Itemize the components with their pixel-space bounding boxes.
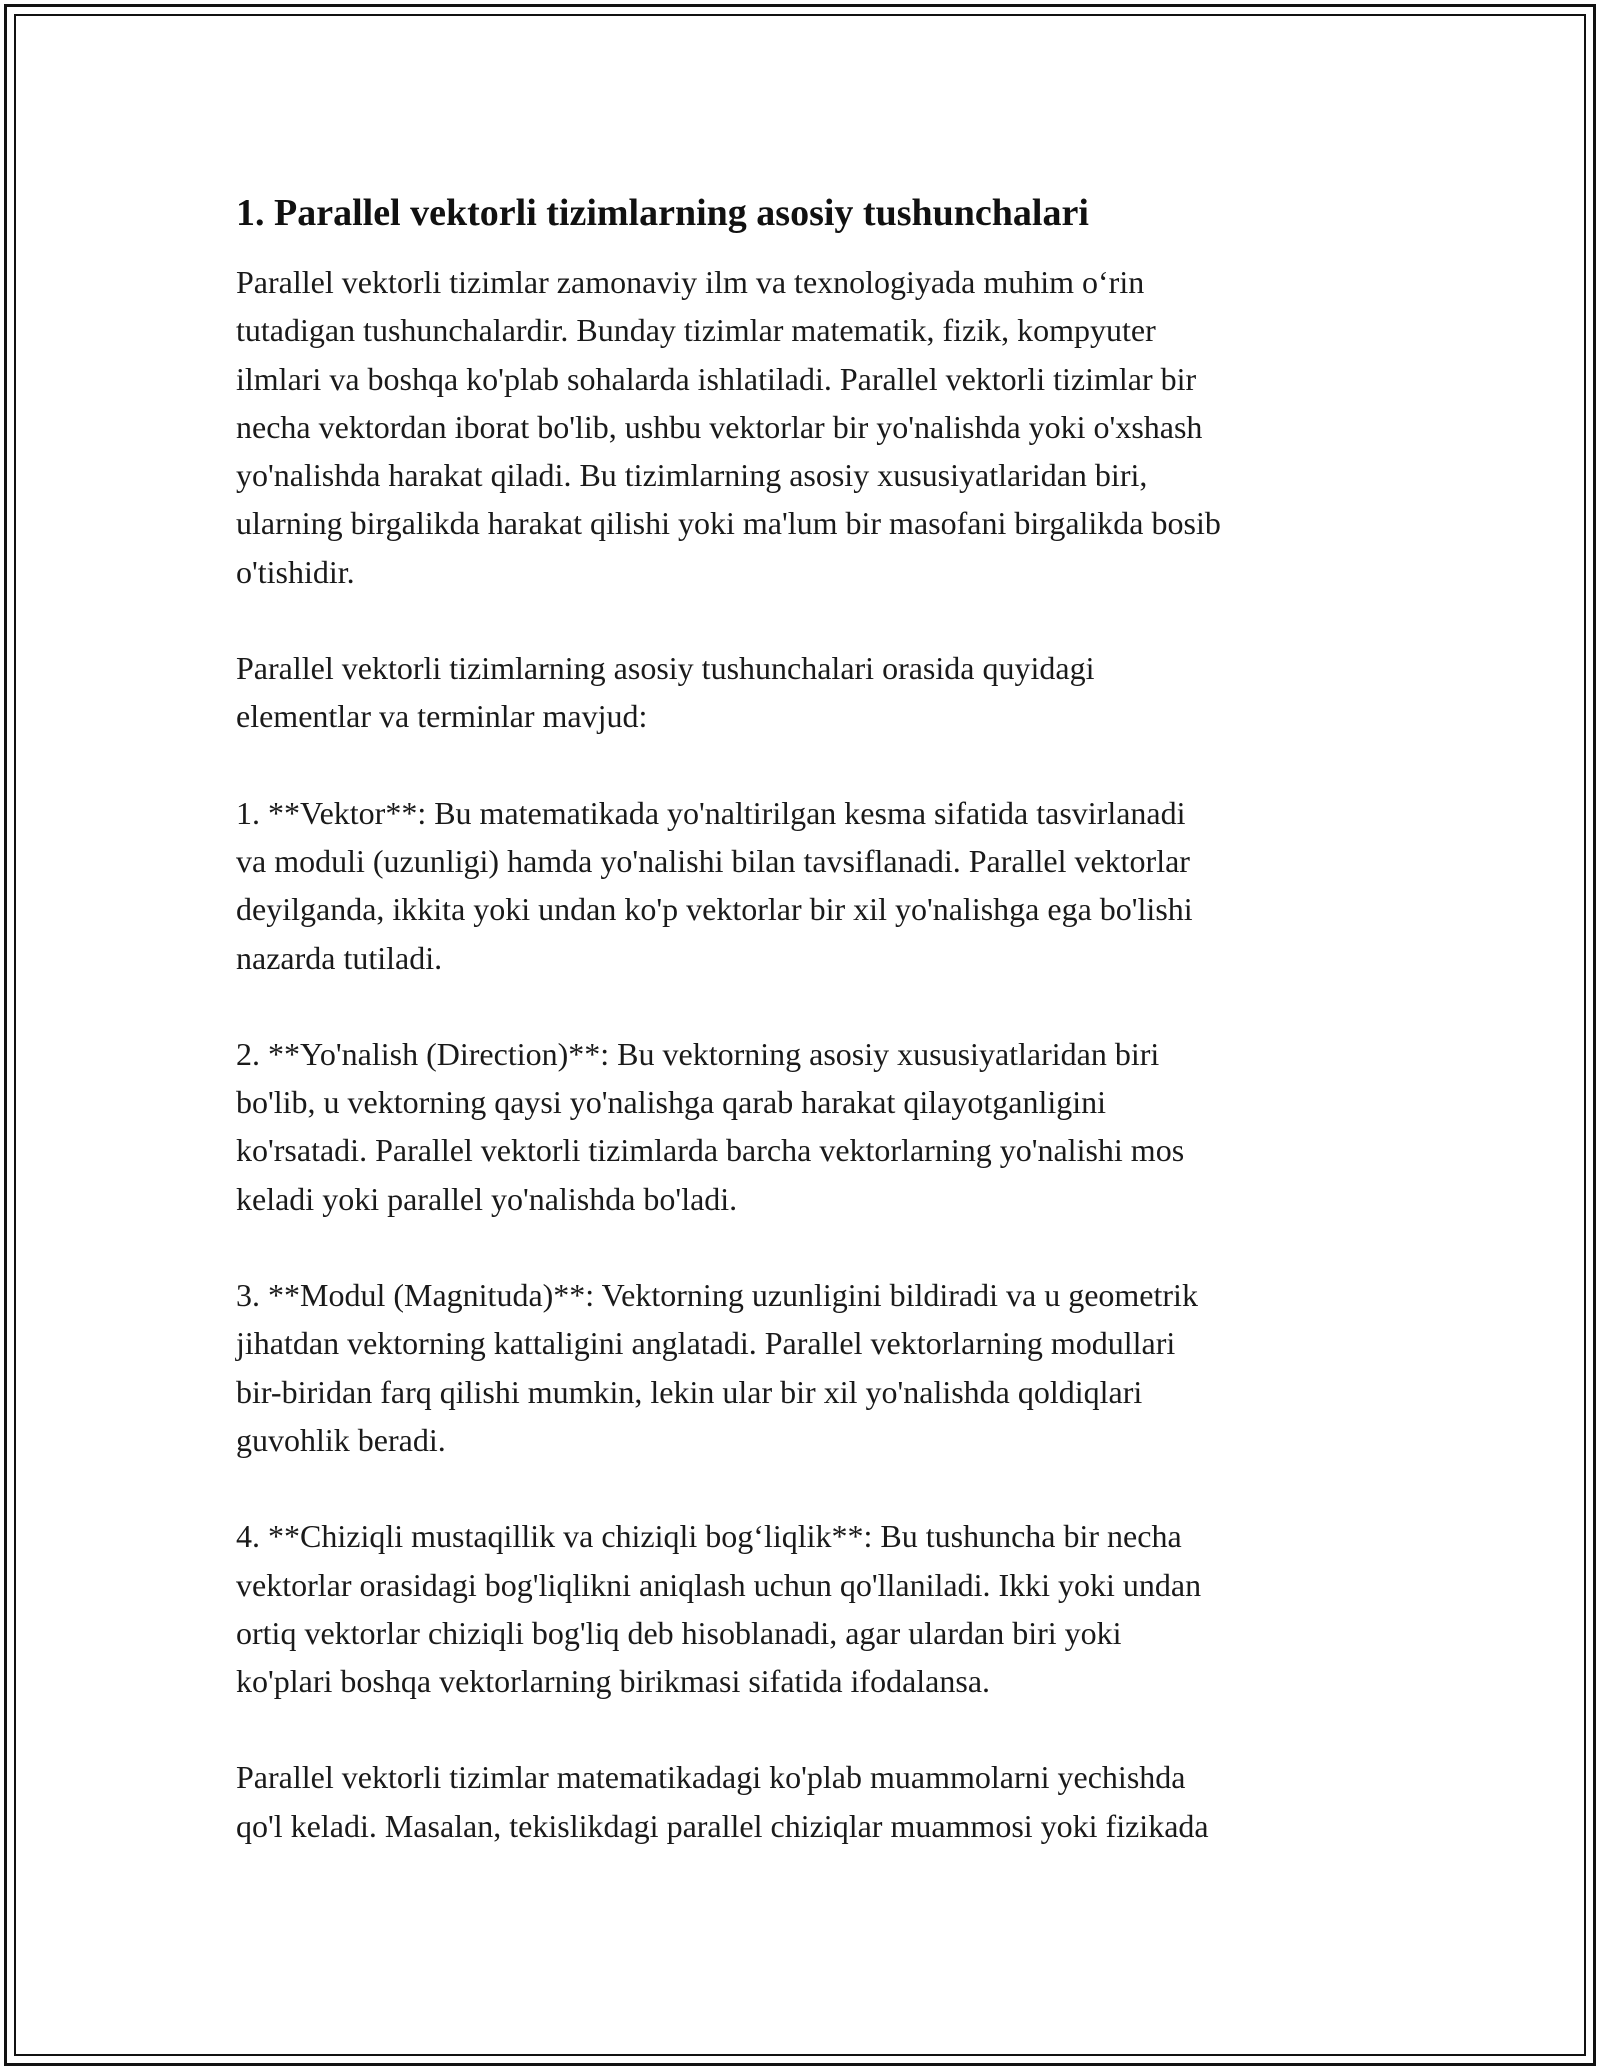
section-heading: 1. Parallel vektorli tizimlarning asosiy tushunchalari xyxy=(236,192,1089,234)
paragraph-closing: Parallel vektorli tizimlar matematikadagi ko'plab muammolarni yechishda qo'l keladi. Masalan, tekislikdagi parallel chiziqlar muammosi yoki fizikada xyxy=(236,1759,1209,1844)
list-item-yonalish: 2. **Yo'nalish (Direction)**: Bu vektorning asosiy xususiyatlaridan biri bo'lib, u vektorning qaysi yo'nalishga qarab harakat qilayotganligini ko'rsatadi. Parallel vektorli tizimlarda barcha vektorlarning yo'nalishi mos keladi yoki parallel yo'nalishda bo'ladi. xyxy=(236,1035,1185,1217)
document-body xyxy=(236,186,1396,1898)
list-item-chiziqli: 4. **Chiziqli mustaqillik va chiziqli bog‘liqlik**: Bu tushuncha bir necha vektorlar orasidagi bog'liqlikni aniqlash uchun qo'llaniladi. Ikki yoki undan ortiq vektorlar chiziqli bog'liq deb hisoblanadi, agar ulardan biri yoki ko'plari boshqa vektorlarning birikmasi sifatida ifodalansa. xyxy=(236,1518,1202,1700)
list-item-modul: 3. **Modul (Magnituda)**: Vektorning uzunligini bildiradi va u geometrik jihatdan vektorning kattaligini anglatadi. Parallel vektorlarning modullari bir-biridan farq qilishi mumkin, lekin ular bir xil yo'nalishda qoldiqlari guvohlik beradi. xyxy=(236,1277,1198,1458)
paragraph-list-intro: Parallel vektorli tizimlarning asosiy tushunchalari orasida quyidagi elementlar va terminlar mavjud: xyxy=(236,650,1095,735)
paragraph-intro: Parallel vektorli tizimlar zamonaviy ilm va texnologiyada muhim o‘rin tutadigan tushunchalardir. Bunday tizimlar matematik, fizik, kompyuter ilmlari va boshqa ko'plab sohalarda ishlatiladi. Parallel vektorli tizimlar bir necha vektordan iborat bo'lib, ushbu vektorlar bir yo'nalishda yoki o'xshash yo'nalishda harakat qiladi. Bu tizimlarning asosiy xususiyatlaridan biri, ularning birgalikda harakat qilishi yoki ma'lum bir masofani birgalikda bosib o'tishidir. xyxy=(236,264,1221,590)
list-item-vektor: 1. **Vektor**: Bu matematikada yo'naltirilgan kesma sifatida tasvirlanadi va moduli (uzunligi) hamda yo'nalishi bilan tavsiflanadi. Parallel vektorlar deyilganda, ikkita yoki undan ko'p vektorlar bir xil yo'nalishga ega bo'lishi nazarda tutiladi. xyxy=(236,794,1193,976)
